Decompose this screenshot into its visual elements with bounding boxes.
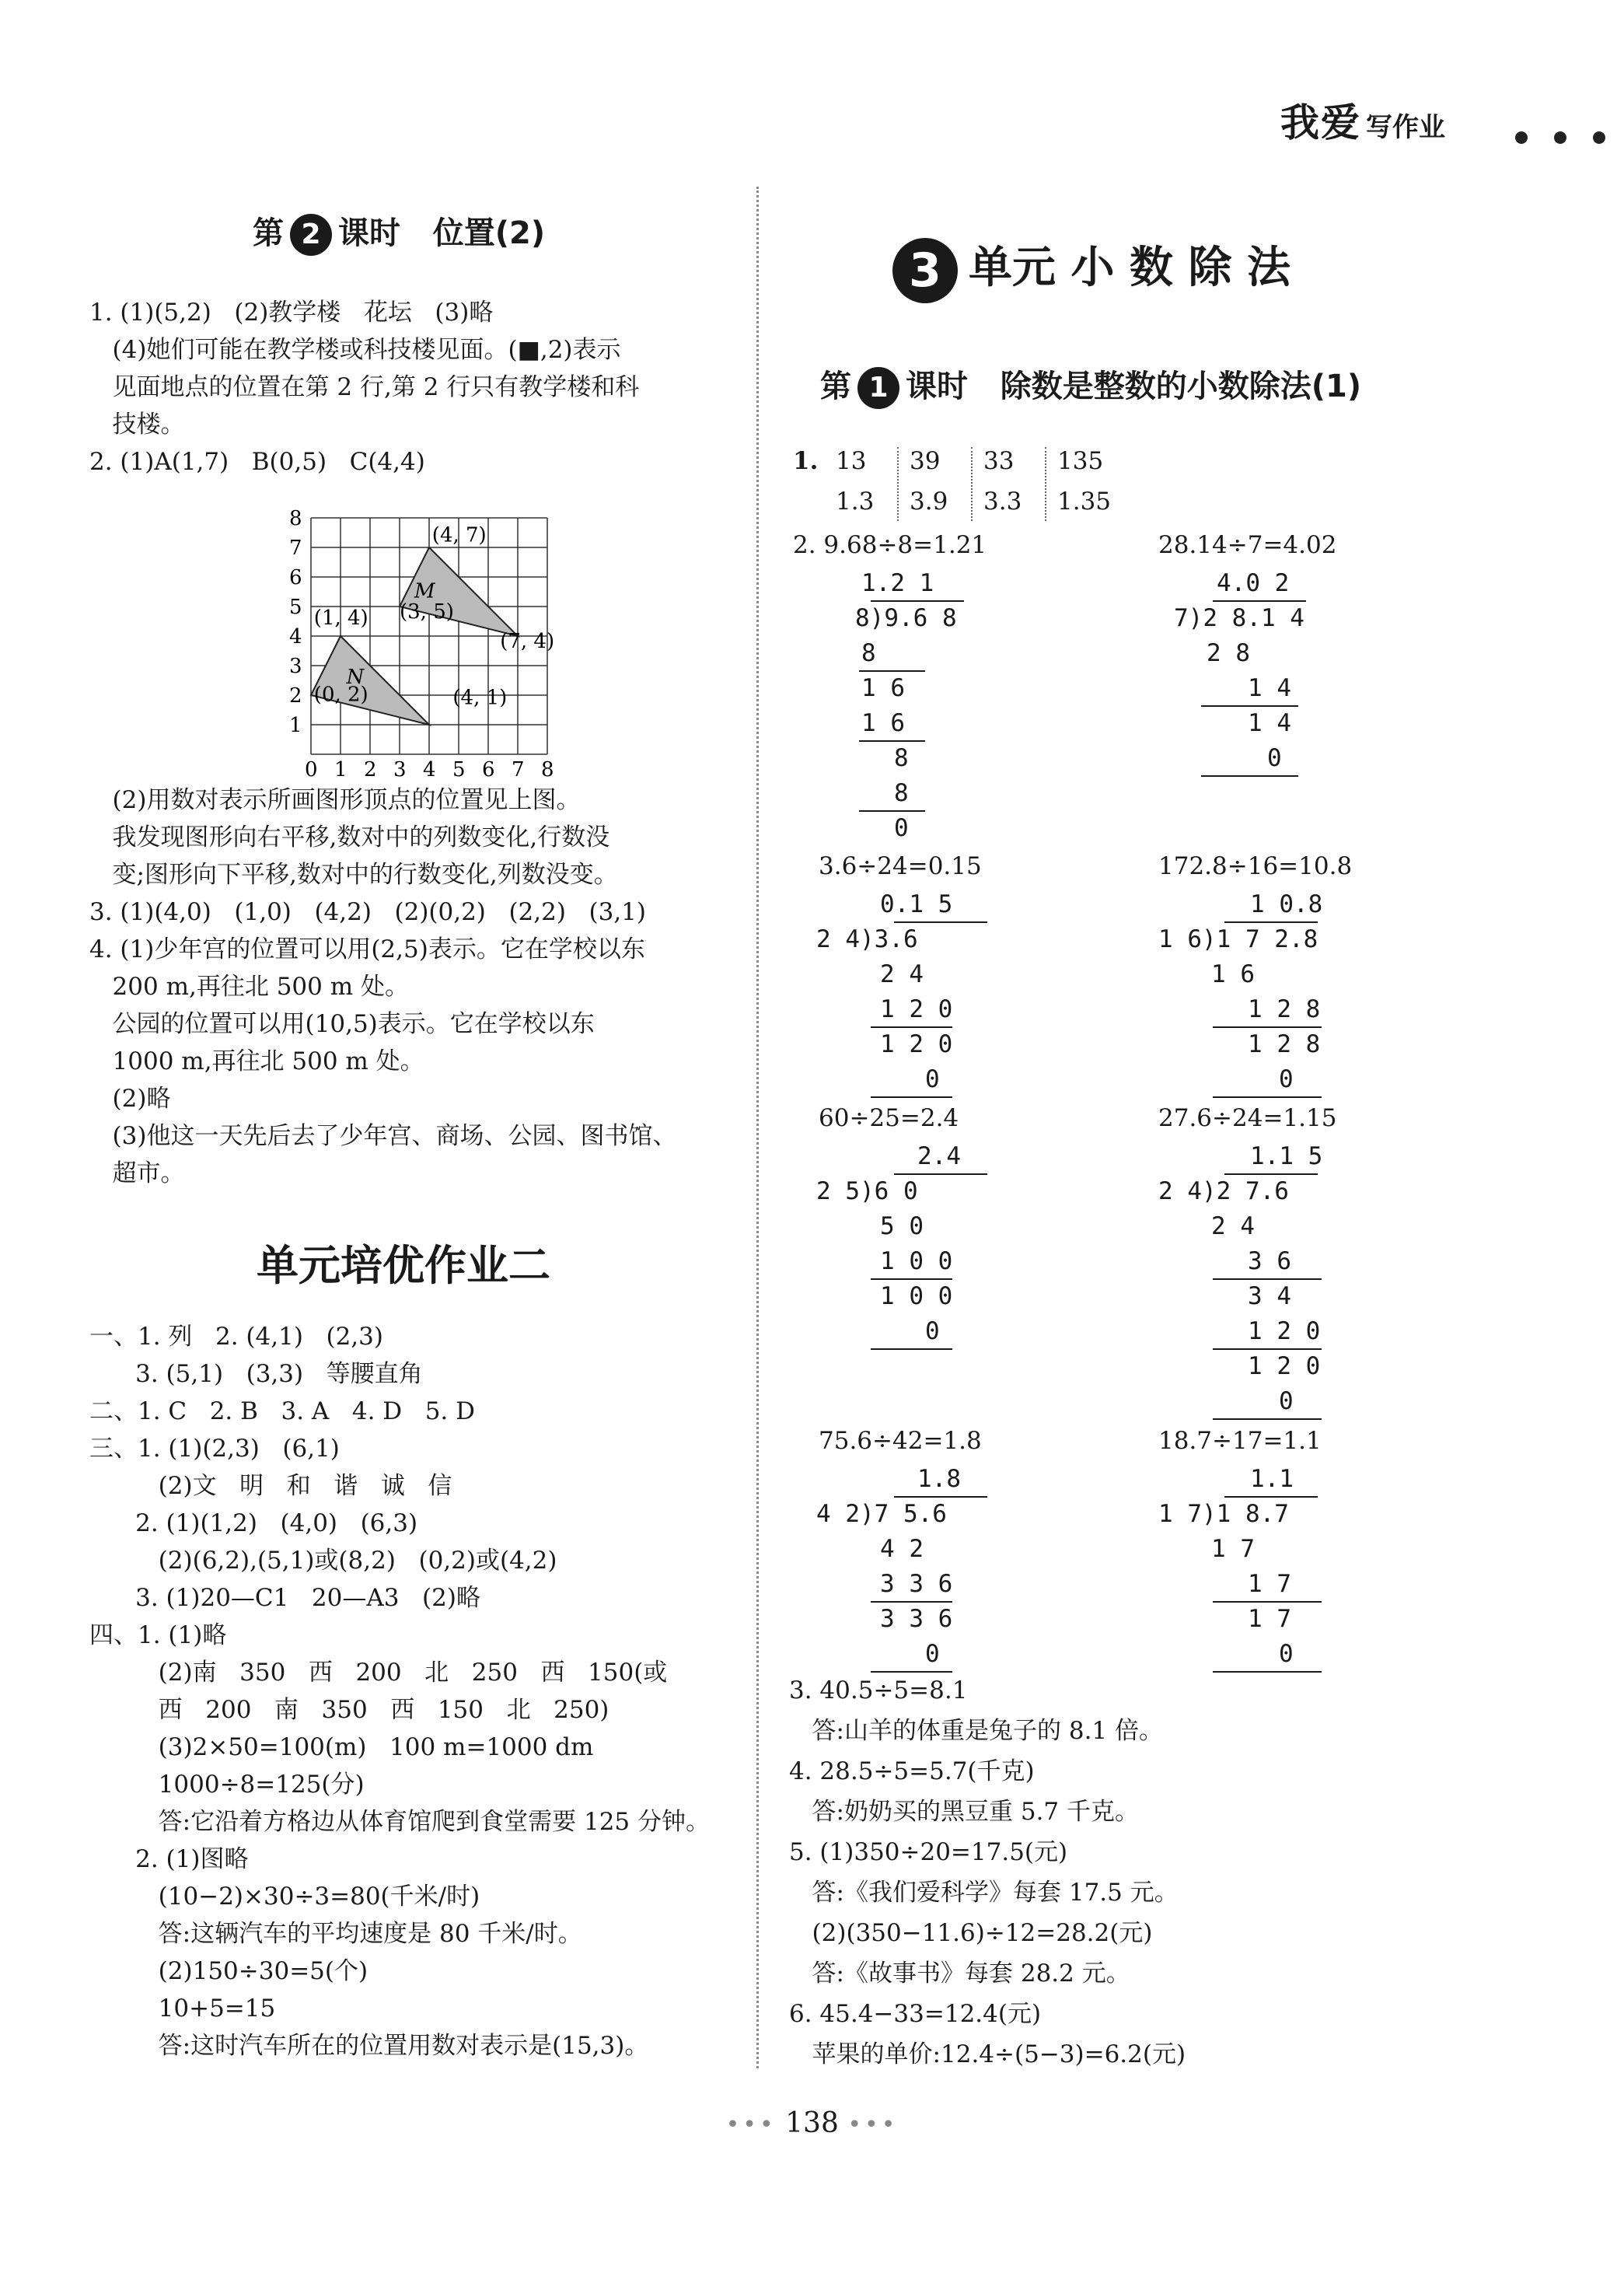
work-row: 1 2 0 (1248, 1352, 1321, 1380)
vertex-label: (7, 4) (500, 630, 555, 654)
header-title: 我爱 (1280, 100, 1361, 145)
subtraction-line (859, 810, 925, 812)
answer-line: 技楼。 (89, 411, 185, 439)
vertex-label: (0, 2) (313, 683, 368, 707)
work-row: 1 6 (861, 709, 905, 737)
answer-line: (2)(350−11.6)÷12=28.2(元) (789, 1919, 1153, 1947)
dividend-row: 7)2 8.1 4 (1174, 604, 1304, 632)
left-answers-part2 (89, 781, 742, 1192)
work-row: 3 3 6 (880, 1605, 953, 1633)
answer-line: 1. (1)(5,2) (2)教学楼 花坛 (3)略 (89, 299, 494, 327)
quotient: 0.1 5 (880, 890, 953, 918)
quotient: 1.1 5 (1250, 1142, 1323, 1170)
answer-line: 2. (1)A(1,7) B(0,5) C(4,4) (89, 448, 425, 476)
vertex-label: (3, 5) (400, 600, 454, 624)
work-row: 0 (925, 1065, 940, 1093)
work-row: 0 (1279, 1640, 1294, 1668)
answer-line: 超市。 (89, 1159, 185, 1187)
x-tick-label: 8 (541, 758, 554, 778)
header-brand (1280, 92, 1445, 148)
work-row: 0 (1279, 1387, 1294, 1415)
equation-2c: 3.6÷24=0.15 (819, 852, 982, 880)
subtraction-line (1213, 1278, 1322, 1280)
subtraction-line (871, 1348, 952, 1350)
work-row: 1 2 0 (880, 995, 953, 1023)
vertex-label: N (346, 665, 365, 689)
work-row: 1 7 (1248, 1570, 1291, 1598)
work-row: 8 (894, 744, 909, 772)
work-row: 8 (861, 639, 876, 667)
answer-line: 1000÷8=125(分) (89, 1771, 365, 1799)
q1-bottom-value: 1.3 (836, 488, 875, 516)
unit-number-badge: 3 (892, 238, 958, 303)
subtraction-line (871, 1026, 952, 1028)
column-divider (756, 187, 759, 2068)
y-tick-label: 4 (289, 625, 302, 649)
subtraction-line (859, 670, 925, 672)
x-tick-label: 2 (364, 758, 377, 778)
answer-line: (2)(6,2),(5,1)或(8,2) (0,2)或(4,2) (89, 1547, 557, 1575)
answer-line: 变;图形向下平移,数对中的行数变化,列数没变。 (89, 861, 618, 889)
answer-line: 四、1. (1)略 (89, 1621, 227, 1649)
left-lesson-title: 第 2 课时 位置(2) (253, 208, 545, 256)
answer-line: (2)南 350 西 200 北 250 西 150(或 (89, 1659, 668, 1687)
dividend-row: 2 4)3.6 (816, 925, 918, 953)
work-row: 0 (1279, 1065, 1294, 1093)
answer-line: 答:山羊的体重是兔子的 8.1 倍。 (789, 1717, 1164, 1745)
y-tick-label: 3 (289, 655, 302, 678)
left-answers-part1 (89, 294, 742, 481)
dividend-row: 1 7)1 8.7 (1158, 1500, 1289, 1528)
y-tick-label: 2 (289, 684, 302, 708)
answer-line: (2)用数对表示所画图形顶点的位置见上图。 (89, 786, 581, 814)
work-row: 1 2 8 (1248, 995, 1321, 1023)
answer-line: 4. (1)少年宫的位置可以用(2,5)表示。它在学校以东 (89, 935, 645, 963)
work-row: 8 (894, 779, 909, 807)
equation-2e: 60÷25=2.4 (819, 1104, 959, 1132)
subtraction-line (1213, 1418, 1322, 1420)
subtraction-line (1213, 1096, 1322, 1098)
x-tick-label: 6 (482, 758, 495, 778)
answer-line: (2)略 (89, 1085, 171, 1113)
y-tick-label: 5 (289, 596, 302, 619)
equation-2f: 27.6÷24=1.15 (1158, 1104, 1337, 1132)
subtraction-line (1213, 1601, 1322, 1603)
division-bracket (894, 921, 987, 923)
x-tick-label: 5 (452, 758, 466, 778)
work-row: 2 4 (880, 960, 924, 988)
work-row: 3 6 (1248, 1247, 1291, 1275)
division-bracket (894, 1173, 987, 1175)
coordinate-grid (288, 498, 568, 778)
q1-top-value: 13 (836, 447, 867, 475)
answer-line: 二、1. C 2. B 3. A 4. D 5. D (89, 1397, 475, 1425)
equation-2g: 75.6÷42=1.8 (819, 1427, 982, 1455)
equation-2b: 28.14÷7=4.02 (1158, 531, 1337, 559)
dividend-row: 8)9.6 8 (855, 604, 957, 632)
work-row: 1 0 0 (880, 1282, 953, 1310)
answer-line: 苹果的单价:12.4÷(5−3)=6.2(元) (789, 2040, 1186, 2068)
q1-separator (971, 447, 973, 521)
work-row: 1 0 0 (880, 1247, 953, 1275)
work-row: 2 4 (1211, 1212, 1255, 1240)
subtraction-line (1213, 1026, 1322, 1028)
work-row: 1 4 (1248, 709, 1291, 737)
quotient: 4.0 2 (1217, 569, 1290, 597)
y-tick-label: 6 (289, 566, 302, 589)
quotient: 2.4 (917, 1142, 961, 1170)
division-bracket (1224, 1496, 1318, 1498)
dividend-row: 2 5)6 0 (816, 1177, 918, 1205)
quotient: 1.2 1 (861, 569, 934, 597)
answer-line: 答:《我们爱科学》每套 17.5 元。 (789, 1879, 1179, 1907)
x-tick-label: 1 (334, 758, 348, 778)
answer-line: 3. (5,1) (3,3) 等腰直角 (89, 1360, 423, 1388)
answer-line: (10−2)×30÷3=80(千米/时) (89, 1883, 480, 1911)
left-answers-part3 (89, 1318, 750, 2064)
division-bracket (1213, 600, 1306, 602)
work-row: 1 7 (1211, 1535, 1255, 1563)
answer-line: (4)她们可能在教学楼或科技楼见面。(■,2)表示 (89, 336, 621, 364)
division-bracket (1224, 1173, 1318, 1175)
vertex-label: (4, 1) (452, 686, 508, 710)
subtraction-line (1201, 775, 1298, 777)
division-bracket (871, 600, 964, 602)
answer-line: 答:它沿着方格边从体育馆爬到食堂需要 125 分钟。 (89, 1808, 711, 1836)
work-row: 0 (925, 1640, 940, 1668)
header-subtitle: 写作业 (1366, 112, 1445, 143)
lesson-number-badge: 1 (857, 367, 899, 409)
answer-line: 我发现图形向右平移,数对中的列数变化,行数没 (89, 823, 610, 851)
work-row: 1 2 0 (880, 1030, 953, 1058)
work-row: 0 (925, 1317, 940, 1345)
answer-line: 10+5=15 (89, 1995, 276, 2023)
subtraction-line (871, 1096, 952, 1098)
answer-line: 200 m,再往北 500 m 处。 (89, 973, 409, 1001)
y-tick-label: 7 (289, 537, 302, 560)
subtraction-line (871, 1278, 952, 1280)
division-bracket (1224, 921, 1318, 923)
q1-bottom-value: 3.9 (910, 488, 948, 516)
answer-line: (3)2×50=100(m) 100 m=1000 dm (89, 1733, 594, 1761)
answer-line: 答:《故事书》每套 28.2 元。 (789, 1960, 1130, 1988)
work-row: 1 2 8 (1248, 1030, 1321, 1058)
answer-line: 2. (1)(1,2) (4,0) (6,3) (89, 1509, 418, 1537)
lesson-number-badge: 2 (290, 214, 332, 256)
answer-line: 1000 m,再往北 500 m 处。 (89, 1047, 424, 1075)
equation-2a: 2. 9.68÷8=1.21 (793, 531, 987, 559)
subtraction-line (871, 1601, 952, 1603)
answer-line: 3. (1)(4,0) (1,0) (4,2) (2)(0,2) (2,2) (3,1) (89, 898, 646, 926)
page-number: ••• 138 ••• (725, 2107, 899, 2139)
work-row: 0 (894, 814, 909, 842)
work-row: 3 3 6 (880, 1570, 953, 1598)
subtraction-line (1213, 1348, 1322, 1350)
x-tick-label: 0 (305, 758, 318, 778)
x-tick-label: 4 (423, 758, 436, 778)
work-row: 2 8 (1207, 639, 1250, 667)
x-tick-label: 3 (393, 758, 407, 778)
subtraction-line (859, 740, 925, 742)
quotient: 1.1 (1250, 1465, 1294, 1493)
work-row: 1 4 (1248, 674, 1291, 702)
vertex-label: (4, 7) (431, 523, 487, 547)
q1-bottom-value: 1.35 (1057, 488, 1112, 516)
work-row: 1 7 (1248, 1605, 1291, 1633)
answer-line: 5. (1)350÷20=17.5(元) (789, 1838, 1068, 1866)
q1-top-value: 135 (1057, 447, 1104, 475)
work-row: 1 6 (1211, 960, 1255, 988)
answer-line: 答:这时汽车所在的位置用数对表示是(15,3)。 (89, 2032, 649, 2060)
answer-line: (3)他这一天先后去了少年宫、商场、公园、图书馆、 (89, 1122, 677, 1150)
work-row: 5 0 (880, 1212, 924, 1240)
y-tick-label: 1 (289, 714, 302, 737)
equation-2h: 18.7÷17=1.1 (1158, 1427, 1322, 1455)
answer-line: 三、1. (1)(2,3) (6,1) (89, 1435, 340, 1463)
division-bracket (894, 1496, 987, 1498)
work-row: 3 4 (1248, 1282, 1291, 1310)
answer-line: 答:奶奶买的黑豆重 5.7 千克。 (789, 1798, 1140, 1826)
dividend-row: 4 2)7 5.6 (816, 1500, 947, 1528)
answer-line: 6. 45.4−33=12.4(元) (789, 2000, 1042, 2028)
right-answers (789, 1670, 1566, 2075)
q1-top-value: 39 (910, 447, 941, 475)
equation-2d: 172.8÷16=10.8 (1158, 852, 1353, 880)
answer-line: 2. (1)图略 (89, 1845, 249, 1873)
decorative-dots-icon (1498, 126, 1624, 149)
q1-separator (897, 447, 899, 521)
q1-top-value: 33 (983, 447, 1015, 475)
quotient: 1 0.8 (1250, 890, 1323, 918)
subtraction-line (1201, 705, 1298, 707)
work-row: 4 2 (880, 1535, 924, 1563)
answer-line: (2)150÷30=5(个) (89, 1957, 368, 1985)
answer-line: (2)文 明 和 谐 诚 信 (89, 1472, 452, 1500)
answer-line: 公园的位置可以用(10,5)表示。它在学校以东 (89, 1010, 595, 1038)
quotient: 1.8 (917, 1465, 961, 1493)
unit-title: 3 单元 小 数 除 法 (892, 233, 1290, 303)
work-row: 0 (1267, 744, 1282, 772)
answer-line: 一、1. 列 2. (4,1) (2,3) (89, 1323, 383, 1351)
answer-line: 见面地点的位置在第 2 行,第 2 行只有教学楼和科 (89, 373, 640, 401)
section-title: 单元培优作业二 (257, 1241, 550, 1290)
dividend-row: 2 4)2 7.6 (1158, 1177, 1289, 1205)
q1-separator (1045, 447, 1046, 521)
y-tick-label: 8 (289, 507, 302, 530)
vertex-label: (1, 4) (313, 606, 368, 630)
right-lesson-title: 第 1 课时 除数是整数的小数除法(1) (820, 362, 1361, 409)
answer-line: 4. 28.5÷5=5.7(千克) (789, 1757, 1035, 1785)
work-row: 1 2 0 (1248, 1317, 1321, 1345)
answer-line: 西 200 南 350 西 150 北 250) (89, 1696, 609, 1724)
vertex-label: M (414, 579, 435, 603)
work-row: 1 6 (861, 674, 905, 702)
x-tick-label: 7 (512, 758, 525, 778)
q1-bottom-value: 3.3 (983, 488, 1022, 516)
answer-line: 3. (1)20—C1 20—A3 (2)略 (89, 1584, 480, 1612)
dividend-row: 1 6)1 7 2.8 (1158, 925, 1318, 953)
answer-line: 3. 40.5÷5=8.1 (789, 1676, 968, 1704)
answer-line: 答:这辆汽车的平均速度是 80 千米/时。 (89, 1920, 582, 1948)
